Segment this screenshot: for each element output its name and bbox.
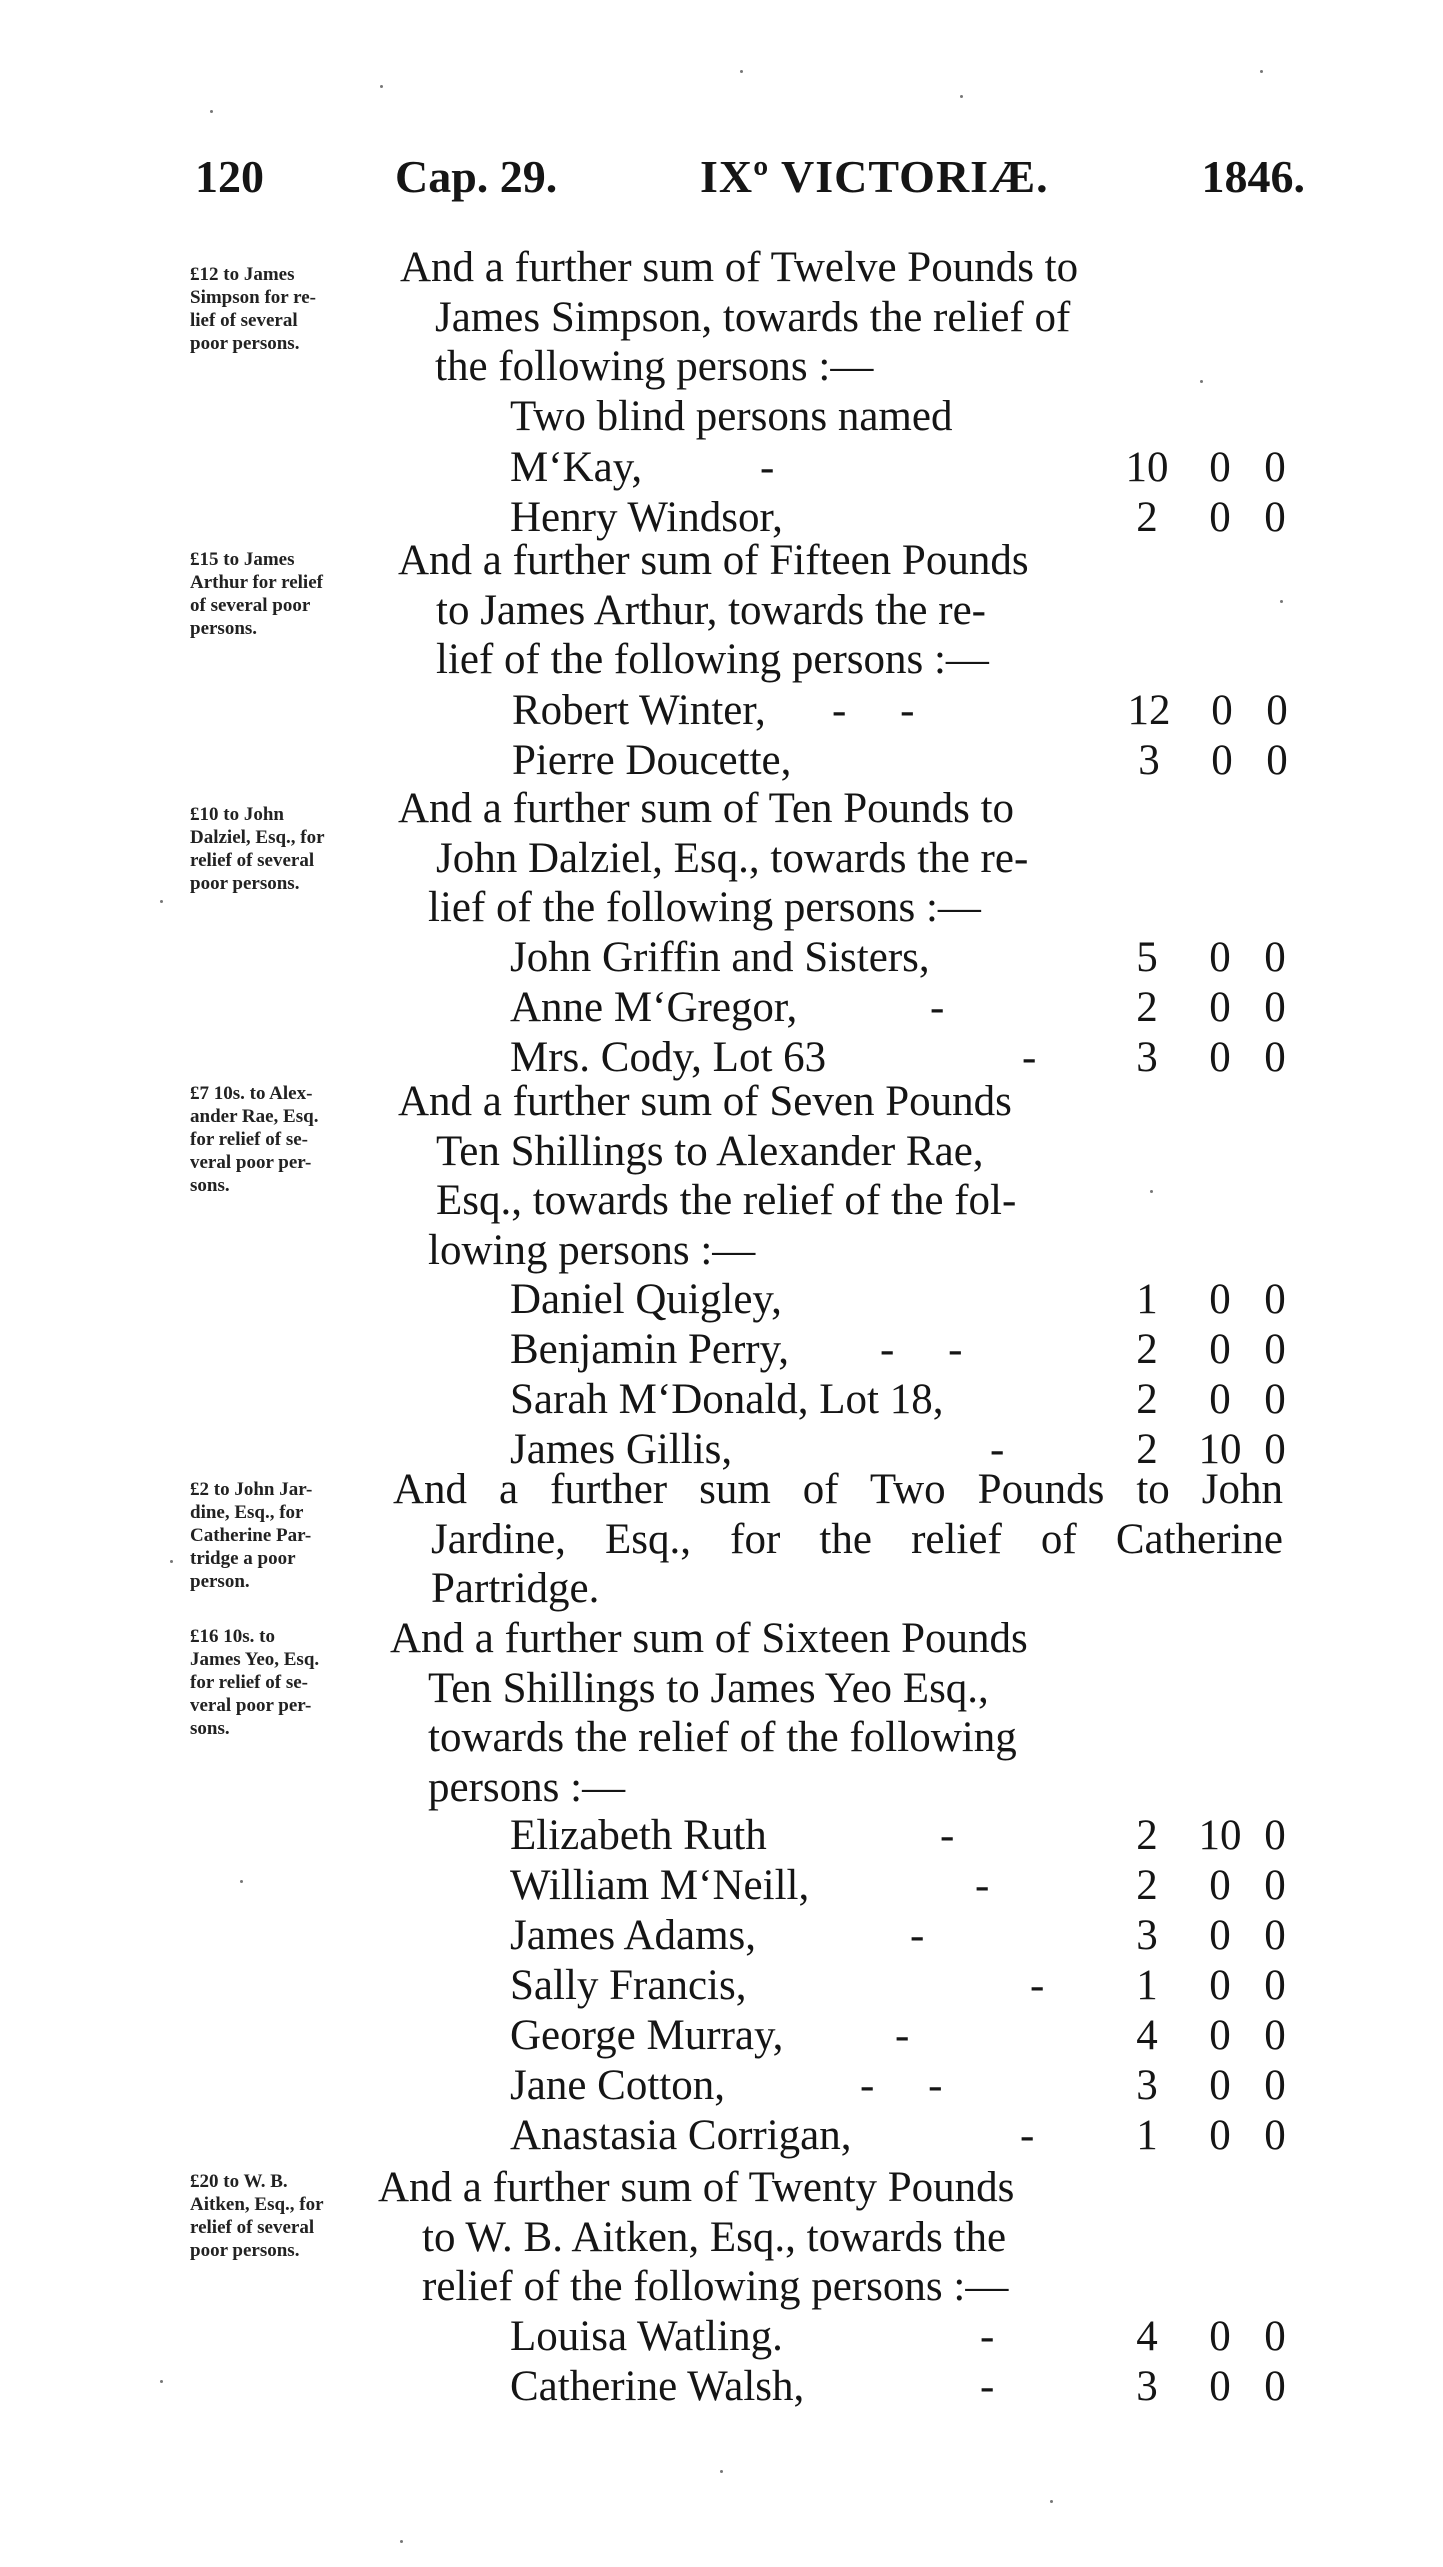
leader-dash: - - bbox=[832, 687, 915, 734]
paragraph-line: lief of the following persons :— bbox=[436, 636, 989, 683]
grant-paragraph bbox=[378, 2163, 1014, 2312]
margin-note: £2 to John Jar- dine, Esq., for Catherine Par- tridge a poor person. bbox=[190, 1479, 313, 1592]
grant-paragraph bbox=[398, 536, 1029, 685]
paragraph-line: to James Arthur, towards the re- bbox=[436, 586, 986, 634]
amount-shillings: 0 bbox=[1209, 2012, 1231, 2059]
person-name: Robert Winter, bbox=[512, 687, 766, 734]
person-name: Louisa Watling. bbox=[510, 2313, 783, 2360]
amount-pence: 0 bbox=[1264, 494, 1286, 541]
amount-pounds: 1 bbox=[1136, 1962, 1158, 2009]
person-name: George Murray, bbox=[510, 2012, 784, 2059]
person-name: Sally Francis, bbox=[510, 1962, 747, 2009]
person-name: James Gillis, bbox=[510, 1426, 733, 1473]
paragraph-line: towards the relief of the following bbox=[428, 1714, 1017, 1761]
paragraph-line: And a further sum of Fifteen Pounds bbox=[398, 537, 1029, 584]
amount-pence: 0 bbox=[1266, 687, 1288, 734]
grant-paragraph bbox=[398, 1077, 1016, 1275]
list-item bbox=[512, 736, 1288, 786]
amount-pence: 0 bbox=[1264, 2313, 1286, 2360]
leader-dash: - bbox=[1022, 1034, 1037, 1081]
amount-pounds: 3 bbox=[1136, 1034, 1158, 1081]
amount-pence: 0 bbox=[1264, 1912, 1286, 1959]
amount-pence: 0 bbox=[1264, 1326, 1286, 1373]
amount-pounds: 1 bbox=[1136, 1276, 1158, 1323]
list-item bbox=[512, 686, 1288, 736]
grant-paragraph bbox=[400, 243, 1078, 441]
list-item bbox=[510, 1911, 1286, 1961]
person-name: Anastasia Corrigan, bbox=[510, 2112, 852, 2159]
grant-paragraph bbox=[390, 1614, 1028, 1812]
amount-pounds: 2 bbox=[1136, 1812, 1158, 1859]
list-item bbox=[510, 1861, 1286, 1911]
leader-dash: - bbox=[930, 984, 945, 1031]
list-item bbox=[510, 1961, 1286, 2011]
amount-pounds: 2 bbox=[1136, 1326, 1158, 1373]
paragraph-line: And a further sum of Sixteen Pounds bbox=[390, 1615, 1028, 1662]
amount-pounds: 5 bbox=[1136, 934, 1158, 981]
page-number: 120 bbox=[195, 151, 264, 202]
grant-paragraph bbox=[393, 1465, 1283, 1614]
paragraph-line: And a further sum of Twelve Pounds to bbox=[400, 244, 1079, 291]
person-name: Pierre Doucette, bbox=[512, 737, 792, 784]
person-name: Benjamin Perry, bbox=[510, 1326, 790, 1373]
paragraph-line: Jardine, Esq., for the relief of Catherine bbox=[431, 1515, 1283, 1563]
paragraph-line: And a further sum of Two Pounds to John bbox=[393, 1466, 1283, 1513]
list-item bbox=[510, 2011, 1286, 2061]
person-name: James Adams, bbox=[510, 1912, 757, 1959]
grant-paragraph bbox=[398, 784, 1028, 933]
amount-pence: 0 bbox=[1264, 984, 1286, 1031]
amount-shillings: 0 bbox=[1209, 1912, 1231, 1959]
leader-dash: - bbox=[975, 1862, 990, 1909]
paragraph-line: Two blind persons named bbox=[510, 392, 953, 440]
amount-pounds: 4 bbox=[1136, 2012, 1158, 2059]
amount-pence: 0 bbox=[1264, 1034, 1286, 1081]
leader-dash: - bbox=[760, 444, 775, 491]
leader-dash: - bbox=[940, 1812, 955, 1859]
person-name: Mrs. Cody, Lot 63 bbox=[510, 1034, 827, 1081]
leader-dash: - bbox=[980, 2363, 995, 2410]
amount-shillings: 0 bbox=[1209, 934, 1231, 981]
paragraph-line: John Dalziel, Esq., towards the re- bbox=[436, 834, 1029, 882]
amount-shillings: 0 bbox=[1211, 737, 1233, 784]
person-name: Elizabeth Ruth bbox=[510, 1812, 767, 1859]
person-name: John Griffin and Sisters, bbox=[510, 934, 930, 981]
list-item bbox=[510, 443, 1286, 493]
amount-pence: 0 bbox=[1264, 2062, 1286, 2109]
list-item bbox=[510, 983, 1286, 1033]
amount-shillings: 0 bbox=[1209, 984, 1231, 1031]
amount-pounds: 3 bbox=[1138, 737, 1160, 784]
amount-shillings: 0 bbox=[1209, 1326, 1231, 1373]
paragraph-line: Ten Shillings to Alexander Rae, bbox=[436, 1127, 984, 1175]
amount-shillings: 0 bbox=[1209, 1276, 1231, 1323]
leader-dash: - - bbox=[880, 1326, 963, 1373]
amount-pounds: 3 bbox=[1136, 2062, 1158, 2109]
list-item bbox=[510, 1375, 1286, 1425]
list-item bbox=[510, 1811, 1286, 1861]
paragraph-line: persons :— bbox=[428, 1763, 626, 1811]
person-name: William M‘Neill, bbox=[510, 1862, 810, 1909]
person-name: Henry Windsor, bbox=[510, 494, 783, 541]
list-item bbox=[510, 1275, 1286, 1325]
amount-pence: 0 bbox=[1266, 737, 1288, 784]
paragraph-line: lowing persons :— bbox=[428, 1226, 756, 1274]
paragraph-line: to W. B. Aitken, Esq., towards the bbox=[422, 2213, 1007, 2261]
amount-pounds: 2 bbox=[1136, 494, 1158, 541]
amount-shillings: 0 bbox=[1211, 687, 1233, 734]
year-label: 1846. bbox=[1201, 151, 1305, 202]
person-name: Jane Cotton, bbox=[510, 2062, 725, 2109]
list-item bbox=[510, 2061, 1286, 2111]
amount-pence: 0 bbox=[1264, 2112, 1286, 2159]
person-name: Catherine Walsh, bbox=[510, 2363, 805, 2410]
person-name: Daniel Quigley, bbox=[510, 1276, 782, 1323]
amount-pounds: 12 bbox=[1127, 687, 1171, 734]
amount-pence: 0 bbox=[1264, 1276, 1286, 1323]
list-item bbox=[510, 2111, 1286, 2161]
amount-shillings: 0 bbox=[1209, 2062, 1231, 2109]
amount-shillings: 10 bbox=[1198, 1812, 1242, 1859]
amount-pence: 0 bbox=[1264, 444, 1286, 491]
amount-pounds: 1 bbox=[1136, 2112, 1158, 2159]
margin-note: £10 to John Dalziel, Esq., for relief of several poor persons. bbox=[190, 804, 325, 894]
leader-dash: - bbox=[980, 2313, 995, 2360]
amount-pence: 0 bbox=[1264, 1426, 1286, 1473]
act-title: IXº VICTORIÆ. bbox=[700, 151, 1049, 202]
paragraph-line: the following persons :— bbox=[435, 343, 874, 390]
chapter-label: Cap. 29. bbox=[395, 151, 558, 202]
margin-note: £12 to James Simpson for re- lief of several poor persons. bbox=[190, 264, 316, 354]
paragraph-line: relief of the following persons :— bbox=[422, 2263, 1009, 2310]
list-item bbox=[510, 2312, 1286, 2362]
amount-shillings: 0 bbox=[1209, 2112, 1231, 2159]
amount-shillings: 0 bbox=[1209, 1034, 1231, 1081]
list-item bbox=[510, 933, 1286, 983]
leader-dash: - bbox=[990, 1426, 1005, 1473]
amount-shillings: 0 bbox=[1209, 2363, 1231, 2410]
margin-note: £20 to W. B. Aitken, Esq., for relief of several poor persons. bbox=[190, 2171, 324, 2261]
amount-pence: 0 bbox=[1264, 934, 1286, 981]
amount-pounds: 2 bbox=[1136, 1426, 1158, 1473]
margin-note: £16 10s. to James Yeo, Esq. for relief of se- veral poor per- sons. bbox=[190, 1626, 320, 1739]
leader-dash: - bbox=[1020, 2112, 1035, 2159]
leader-dash: - bbox=[910, 1912, 925, 1959]
amount-pence: 0 bbox=[1264, 1812, 1286, 1859]
amount-shillings: 0 bbox=[1209, 1962, 1231, 2009]
amount-pence: 0 bbox=[1264, 2363, 1286, 2410]
amount-pounds: 10 bbox=[1125, 444, 1169, 491]
amount-pence: 0 bbox=[1264, 2012, 1286, 2059]
amount-shillings: 0 bbox=[1209, 1862, 1231, 1909]
running-header bbox=[195, 150, 1305, 210]
list-item bbox=[510, 2362, 1286, 2412]
amount-pounds: 4 bbox=[1136, 2313, 1158, 2360]
paragraph-line: And a further sum of Ten Pounds to bbox=[398, 785, 1015, 832]
amount-pounds: 2 bbox=[1136, 1862, 1158, 1909]
person-name: M‘Kay, bbox=[510, 444, 643, 491]
amount-shillings: 0 bbox=[1209, 494, 1231, 541]
leader-dash: - bbox=[895, 2012, 910, 2059]
paragraph-line: Ten Shillings to James Yeo Esq., bbox=[428, 1664, 989, 1712]
paragraph-line: And a further sum of Seven Pounds bbox=[398, 1078, 1012, 1125]
amount-pounds: 2 bbox=[1136, 1376, 1158, 1423]
amount-pounds: 3 bbox=[1136, 1912, 1158, 1959]
paragraph-line: And a further sum of Twenty Pounds bbox=[378, 2164, 1015, 2211]
person-name: Sarah M‘Donald, Lot 18, bbox=[510, 1376, 944, 1423]
amount-shillings: 0 bbox=[1209, 1376, 1231, 1423]
amount-pence: 0 bbox=[1264, 1376, 1286, 1423]
amount-shillings: 0 bbox=[1209, 2313, 1231, 2360]
list-item bbox=[510, 1033, 1286, 1083]
amount-pence: 0 bbox=[1264, 1862, 1286, 1909]
margin-note: £7 10s. to Alex- ander Rae, Esq. for relief of se- veral poor per- sons. bbox=[190, 1083, 319, 1196]
paragraph-line: lief of the following persons :— bbox=[428, 884, 981, 931]
amount-pounds: 3 bbox=[1136, 2363, 1158, 2410]
leader-dash: - bbox=[1030, 1962, 1045, 2009]
amount-shillings: 0 bbox=[1209, 444, 1231, 491]
list-item bbox=[510, 1325, 1286, 1375]
margin-note: £15 to James Arthur for relief of several poor persons. bbox=[190, 549, 323, 639]
paragraph-line: Esq., towards the relief of the fol- bbox=[436, 1177, 1017, 1224]
paragraph-line: James Simpson, towards the relief of bbox=[435, 293, 1071, 341]
amount-pence: 0 bbox=[1264, 1962, 1286, 2009]
paragraph-line: Partridge. bbox=[431, 1565, 600, 1612]
amount-pounds: 2 bbox=[1136, 984, 1158, 1031]
leader-dash: - - bbox=[860, 2062, 943, 2109]
person-name: Anne M‘Gregor, bbox=[510, 984, 798, 1031]
amount-shillings: 10 bbox=[1198, 1426, 1242, 1473]
